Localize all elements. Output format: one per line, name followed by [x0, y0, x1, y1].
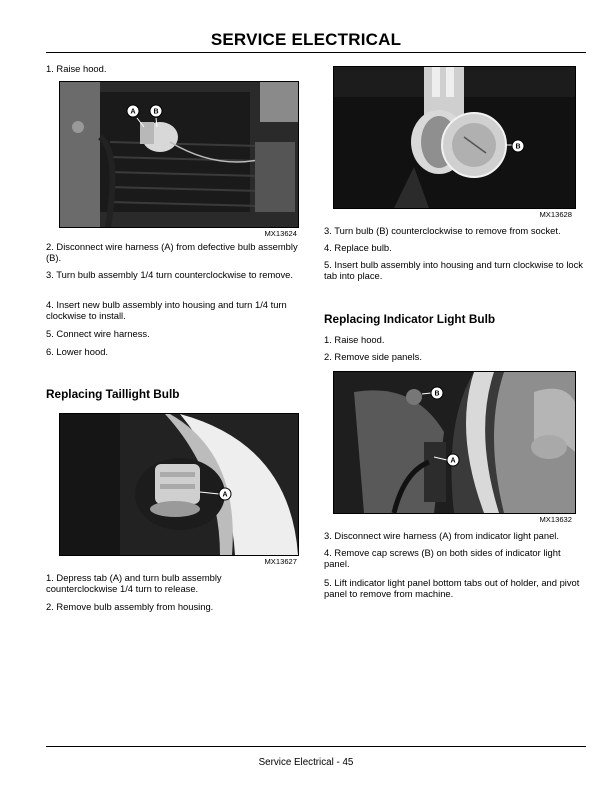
left-step-4: 4. Insert new bulb assembly into housing and turn 1/4 turn clockwise to install.	[46, 299, 287, 321]
indicator-step-1: 1. Raise hood.	[324, 334, 385, 345]
indicator-step-3: 3. Disconnect wire harness (A) from indicator light panel.	[324, 530, 559, 541]
taillight-heading: Replacing Taillight Bulb	[46, 387, 180, 401]
photo2-callout-a: A	[222, 491, 228, 499]
photo4-callout-a: A	[450, 457, 456, 465]
taillight-step-1: 1. Depress tab (A) and turn bulb assembly counterclockwise 1/4 turn to release.	[46, 572, 222, 594]
photo2-caption: MX13627	[264, 557, 297, 566]
left-step-3: 3. Turn bulb assembly 1/4 turn counterclockwise to remove.	[46, 269, 293, 280]
photo1-callout-b: B	[153, 108, 159, 116]
page-footer: Service Electrical - 45	[258, 757, 354, 768]
right-step-5: 5. Insert bulb assembly into housing and turn clockwise to lock tab into place.	[324, 259, 583, 281]
headlight-photo	[59, 81, 299, 228]
photo1-caption: MX13624	[264, 229, 297, 238]
left-step-1: 1. Raise hood.	[46, 63, 107, 74]
right-step-3: 3. Turn bulb (B) counterclockwise to remove from socket.	[324, 225, 561, 236]
left-step-2: 2. Disconnect wire harness (A) from defective bulb assembly (B).	[46, 241, 298, 263]
indicator-photo	[333, 371, 576, 514]
photo3-callout-b: B	[515, 143, 521, 151]
indicator-step-4: 4. Remove cap screws (B) on both sides of indicator light panel.	[324, 547, 561, 569]
photo3-caption: MX13628	[539, 210, 572, 219]
taillight-photo	[59, 413, 299, 556]
page-title: SERVICE ELECTRICAL	[210, 30, 402, 49]
footer-divider	[46, 746, 586, 747]
indicator-step-2: 2. Remove side panels.	[324, 351, 422, 362]
indicator-heading: Replacing Indicator Light Bulb	[324, 312, 496, 326]
taillight-step-2: 2. Remove bulb assembly from housing.	[46, 601, 214, 612]
indicator-step-5: 5. Lift indicator light panel bottom tabs out of holder, and pivot panel to remove from machine.	[324, 577, 580, 599]
left-step-6: 6. Lower hood.	[46, 346, 109, 357]
right-step-4: 4. Replace bulb.	[324, 242, 392, 253]
title-divider	[46, 52, 586, 53]
photo4-callout-b: B	[434, 390, 440, 398]
photo1-callout-a: A	[130, 108, 136, 116]
photo4-caption: MX13632	[539, 515, 572, 524]
left-step-5: 5. Connect wire harness.	[46, 328, 150, 339]
bulb-photo	[333, 66, 576, 209]
